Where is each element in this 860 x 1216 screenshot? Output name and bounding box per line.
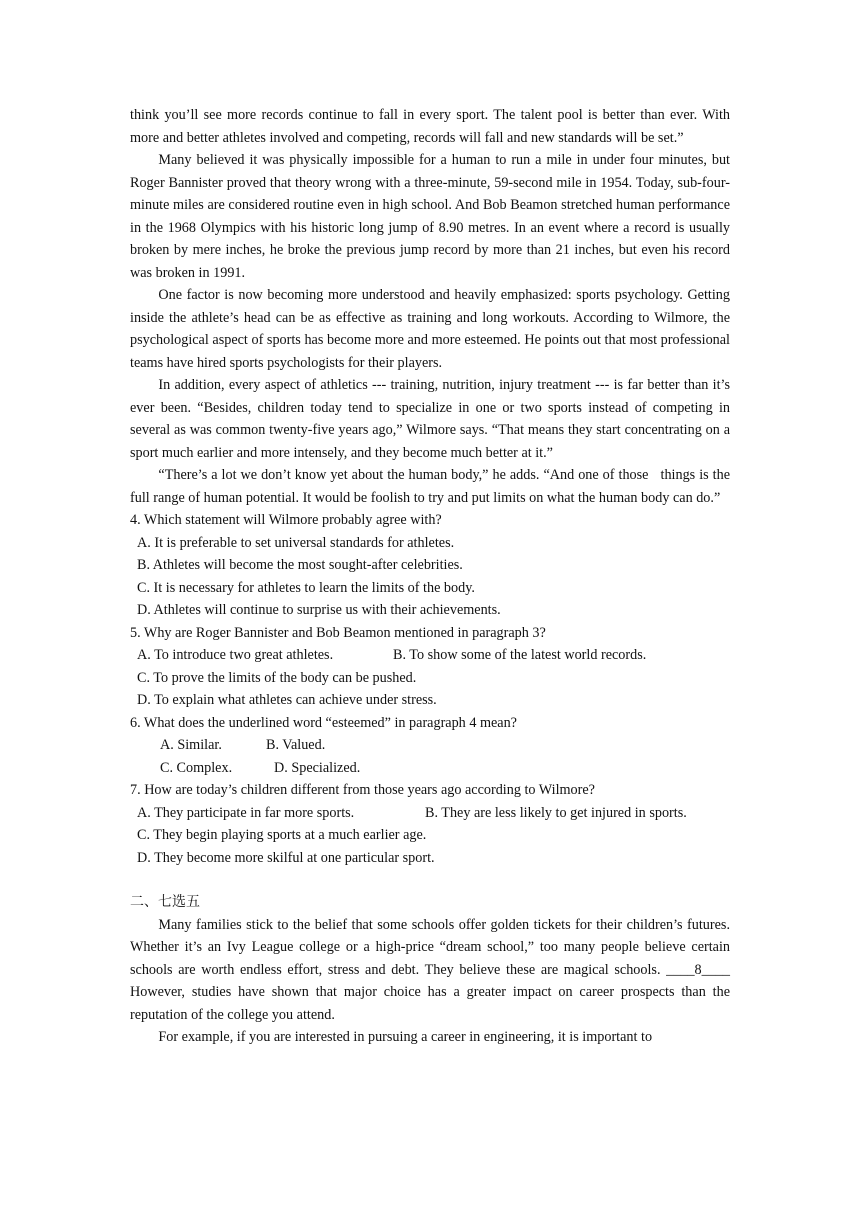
question-4-stem: 4. Which statement will Wilmore probably agree with? bbox=[130, 512, 442, 528]
question-6-stem: 6. What does the underlined word “esteemed” in paragraph 4 mean? bbox=[130, 714, 517, 731]
document-page bbox=[130, 104, 745, 1049]
question-5-option-b: B. To show some of the latest world records. bbox=[393, 647, 647, 663]
question-7-option-c: C. They begin playing sports at a much earlier age. bbox=[137, 827, 427, 843]
section-2-paragraph-1 bbox=[130, 914, 745, 1027]
question-7-stem: 7. How are today’s children different from those years ago according to Wilmore? bbox=[130, 782, 595, 798]
question-5-option-d: D. To explain what athletes can achieve under stress. bbox=[137, 692, 437, 708]
question-5 bbox=[130, 622, 730, 712]
section-2-paragraph-1-text-before: Many families stick to the belief that some schools offer golden tickets for their children’s futures. Whether it’s an Ivy League college or a high-price “dream school,” too many people believe certain schools are worth endless effort, stress and debt. They believe these are magical schools. bbox=[130, 916, 730, 978]
question-7 bbox=[130, 779, 730, 869]
question-4-option-b: B. Athletes will become the most sought-after celebrities. bbox=[137, 557, 463, 573]
question-6-option-b: B. Valued. bbox=[266, 737, 326, 753]
question-4-option-c: C. It is necessary for athletes to learn the limits of the body. bbox=[137, 579, 475, 596]
passage-paragraph-5: “There’s a lot we don’t know yet about the human body,” he adds. “And one of those things is the full range of human potential. It would be foolish to try and put limits on what the human body can do.” bbox=[130, 467, 734, 506]
section-2-paragraph-1-text-after: However, studies have shown that major choice has a greater impact on career prospects than the reputation of the college you attend. bbox=[130, 961, 745, 1023]
question-5-option-c: C. To prove the limits of the body can be pushed. bbox=[137, 669, 417, 686]
question-6 bbox=[130, 712, 730, 780]
question-5-option-a: A. To introduce two great athletes. bbox=[137, 647, 334, 663]
question-7-option-d: D. They become more skilful at one particular sport. bbox=[137, 849, 435, 866]
passage-paragraph-2: Many believed it was physically impossible for a human to run a mile in under four minutes, but Roger Bannister proved that theory wrong with a three-minute, 59-second mile in 1954. Today, sub-four-minute miles are considered routine even in high school. And Bob Beamon stretched human performance in the 1968 Olympics with his historic long jump of 8.90 metres. In an event where a record is usually broken by mere inches, he broke the previous jump record by more than 21 inches, but even his record was broken in 1991. bbox=[130, 152, 730, 281]
question-6-option-c: C. Complex. bbox=[160, 759, 233, 776]
passage-paragraph-1-continued: think you’ll see more records continue to fall in every sport. The talent pool is better than ever. With more and better athletes involved and competing, records will fall and new standards will be set.” bbox=[130, 107, 730, 146]
question-7-option-a: A. They participate in far more sports. bbox=[137, 804, 355, 821]
section-2-paragraph-2: For example, if you are interested in pursuing a career in engineering, it is important to bbox=[158, 1029, 653, 1045]
question-6-option-d: D. Specialized. bbox=[274, 759, 361, 776]
question-7-option-b: B. They are less likely to get injured in sports. bbox=[425, 804, 687, 821]
question-4 bbox=[130, 509, 730, 622]
question-6-options-row-2 bbox=[130, 757, 730, 780]
question-6-option-a: A. Similar. bbox=[160, 737, 222, 753]
passage-paragraph-4: In addition, every aspect of athletics --- training, nutrition, injury treatment --- is far better than it’s ever been. “Besides, children today tend to specialize in one or two sports instead of competing in several as was common twenty-five years ago,” Wilmore says. “That means they start concentrating on a sport much earlier and more intensely, and they become much better at it.” bbox=[130, 377, 730, 461]
question-4-option-a: A. It is preferable to set universal standards for athletes. bbox=[137, 534, 455, 551]
question-6-options-row-1 bbox=[130, 734, 730, 757]
section-2-title: 二、七选五 bbox=[130, 894, 200, 910]
question-5-options-row-1 bbox=[130, 644, 730, 667]
blank-8: ____8____ bbox=[666, 961, 730, 978]
question-4-option-d: D. Athletes will continue to surprise us with their achievements. bbox=[137, 602, 501, 618]
question-7-options-row-1 bbox=[130, 802, 730, 825]
question-5-stem: 5. Why are Roger Bannister and Bob Beamon mentioned in paragraph 3? bbox=[130, 624, 546, 641]
passage-paragraph-3: One factor is now becoming more understood and heavily emphasized: sports psychology. Getting inside the athlete’s head can be as effective as training and long workouts. According to Wilmore, the psychological aspect of sports has become more and more esteemed. He points out that most professional teams have hired sports psychologists for their players. bbox=[130, 287, 730, 371]
